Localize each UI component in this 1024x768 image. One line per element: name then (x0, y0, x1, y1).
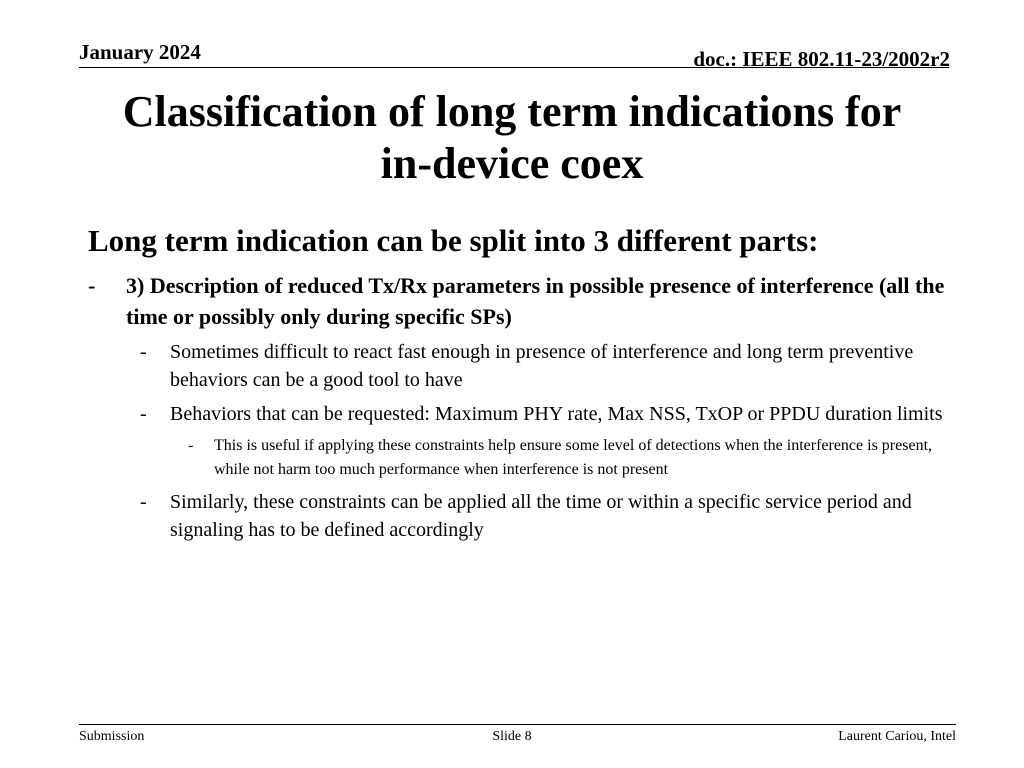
footer-slide-number: Slide 8 (492, 729, 532, 744)
lead-statement: Long term indication can be split into 3 different parts: (88, 223, 819, 258)
bullet-level3 (88, 434, 948, 482)
bullet-level1 (88, 270, 948, 332)
bullet-level3-text: This is useful if applying these constraints help ensure some level of detections when the interference is present, while not harm too much performance when interference is not present (214, 437, 933, 478)
bullet-level2 (88, 400, 948, 428)
bullet-dash: - (140, 341, 147, 363)
slide-body (88, 222, 948, 550)
bullet-level2 (88, 488, 948, 544)
bullet-level2-text: Sometimes difficult to react fast enough in presence of interference and long term preventive behaviors can be a good tool to have (170, 341, 914, 391)
bullet-dash: - (140, 491, 147, 513)
slide-title-line-2: in-device coex (380, 139, 644, 188)
header-date: January 2024 (79, 40, 201, 64)
slide-title-line-1: Classification of long term indications for (122, 87, 902, 136)
header-doc-id: doc.: IEEE 802.11-23/2002r2 (693, 47, 950, 71)
bullet-level2 (88, 338, 948, 394)
bullet-level2-text: Similarly, these constraints can be applied all the time or within a specific service period and signaling has to be defined accordingly (170, 491, 912, 541)
bullet-dash: - (88, 273, 96, 298)
bullet-dash: - (188, 437, 194, 454)
slide-title (60, 86, 964, 190)
footer-author: Laurent Cariou, Intel (838, 729, 956, 744)
footer-submission: Submission (79, 729, 145, 744)
footer-divider (79, 724, 956, 725)
bullet-dash: - (140, 403, 147, 425)
bullet-level2-text: Behaviors that can be requested: Maximum PHY rate, Max NSS, TxOP or PPDU duration limits (170, 403, 943, 425)
bullet-level1-text: 3) Description of reduced Tx/Rx parameters in possible presence of interference (all the time or possibly only during specific SPs) (126, 273, 945, 329)
header-divider (79, 67, 949, 68)
